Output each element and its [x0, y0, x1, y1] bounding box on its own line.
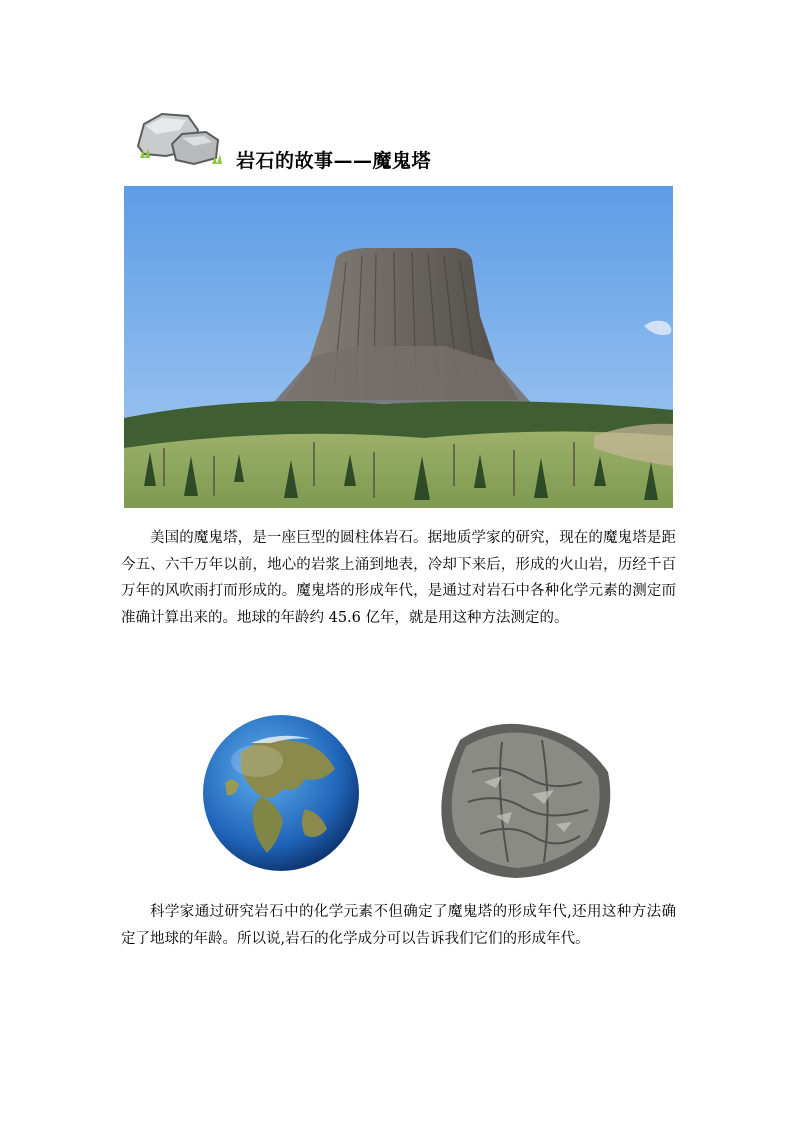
intro-paragraph: 美国的魔鬼塔，是一座巨型的圆柱体岩石。据地质学家的研究，现在的魔鬼塔是距今五、六千万年以前，地心的岩浆上涌到地表，冷却下来后，形成的火山岩，历经千百万年的风吹雨打而形成的。魔鬼塔的形成年代，是通过对岩石中各种化学元素的测定而准确计算出来的。地球的年龄约 45.6 亿年，就是用这种方法测定的。: [121, 530, 676, 626]
conclusion-paragraph: 科学家通过研究岩石中的化学元素不但确定了魔鬼塔的形成年代,还用这种方法确定了地球的年龄。所以说,岩石的化学成分可以告诉我们它们的形成年代。: [121, 904, 676, 947]
earth-globe-image: [201, 713, 361, 873]
devils-tower-photo: [124, 186, 673, 508]
rocks-icon: [132, 108, 228, 168]
rock-specimen-image: [432, 712, 618, 882]
page-title: 岩石的故事——魔鬼塔: [236, 150, 432, 172]
section-header: [132, 108, 492, 172]
